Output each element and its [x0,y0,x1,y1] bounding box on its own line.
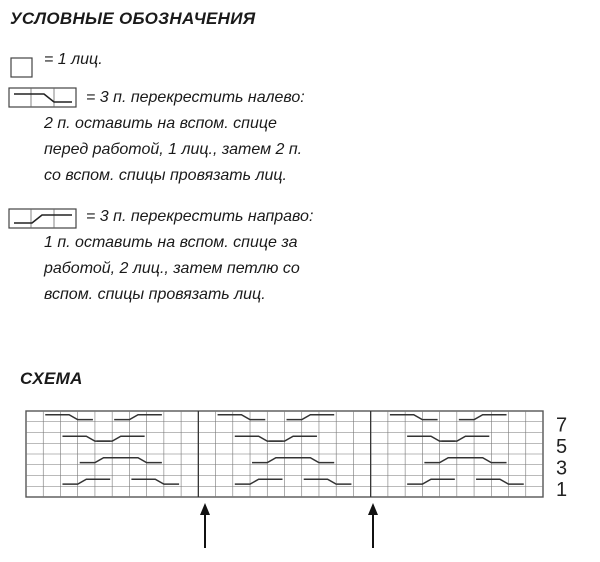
legend-item-3-line-2: 1 п. оставить на вспом. спице за [44,234,298,251]
row-label: 1 [556,478,568,501]
row-label: 7 [556,414,568,437]
legend-item-3-line-3: работой, 2 лиц., затем петлю со [44,260,300,277]
up-arrow-icon [200,503,210,515]
legend-item-2-line-1: = 3 п. перекрестить налево: [86,89,305,106]
legend-item-3-line-4: вспом. спицы провязать лиц. [44,286,266,303]
row-label: 5 [556,435,568,458]
legend-item-2-line-2: 2 п. оставить на вспом. спице [44,115,277,132]
legend-item-2-line-4: со вспом. спицы провязать лиц. [44,167,287,184]
row-label: 3 [556,457,568,480]
up-arrow-icon [368,503,378,515]
legend-item-2-line-3: перед работой, 1 лиц., затем 2 п. [44,141,303,158]
legend-item-3-line-1: = 3 п. перекрестить направо: [86,208,314,225]
legend-item-1-line-1: = 1 лиц. [44,51,103,68]
legend-title: УСЛОВНЫЕ ОБОЗНАЧЕНИЯ [10,9,256,28]
scheme-title: СХЕМА [20,369,83,388]
